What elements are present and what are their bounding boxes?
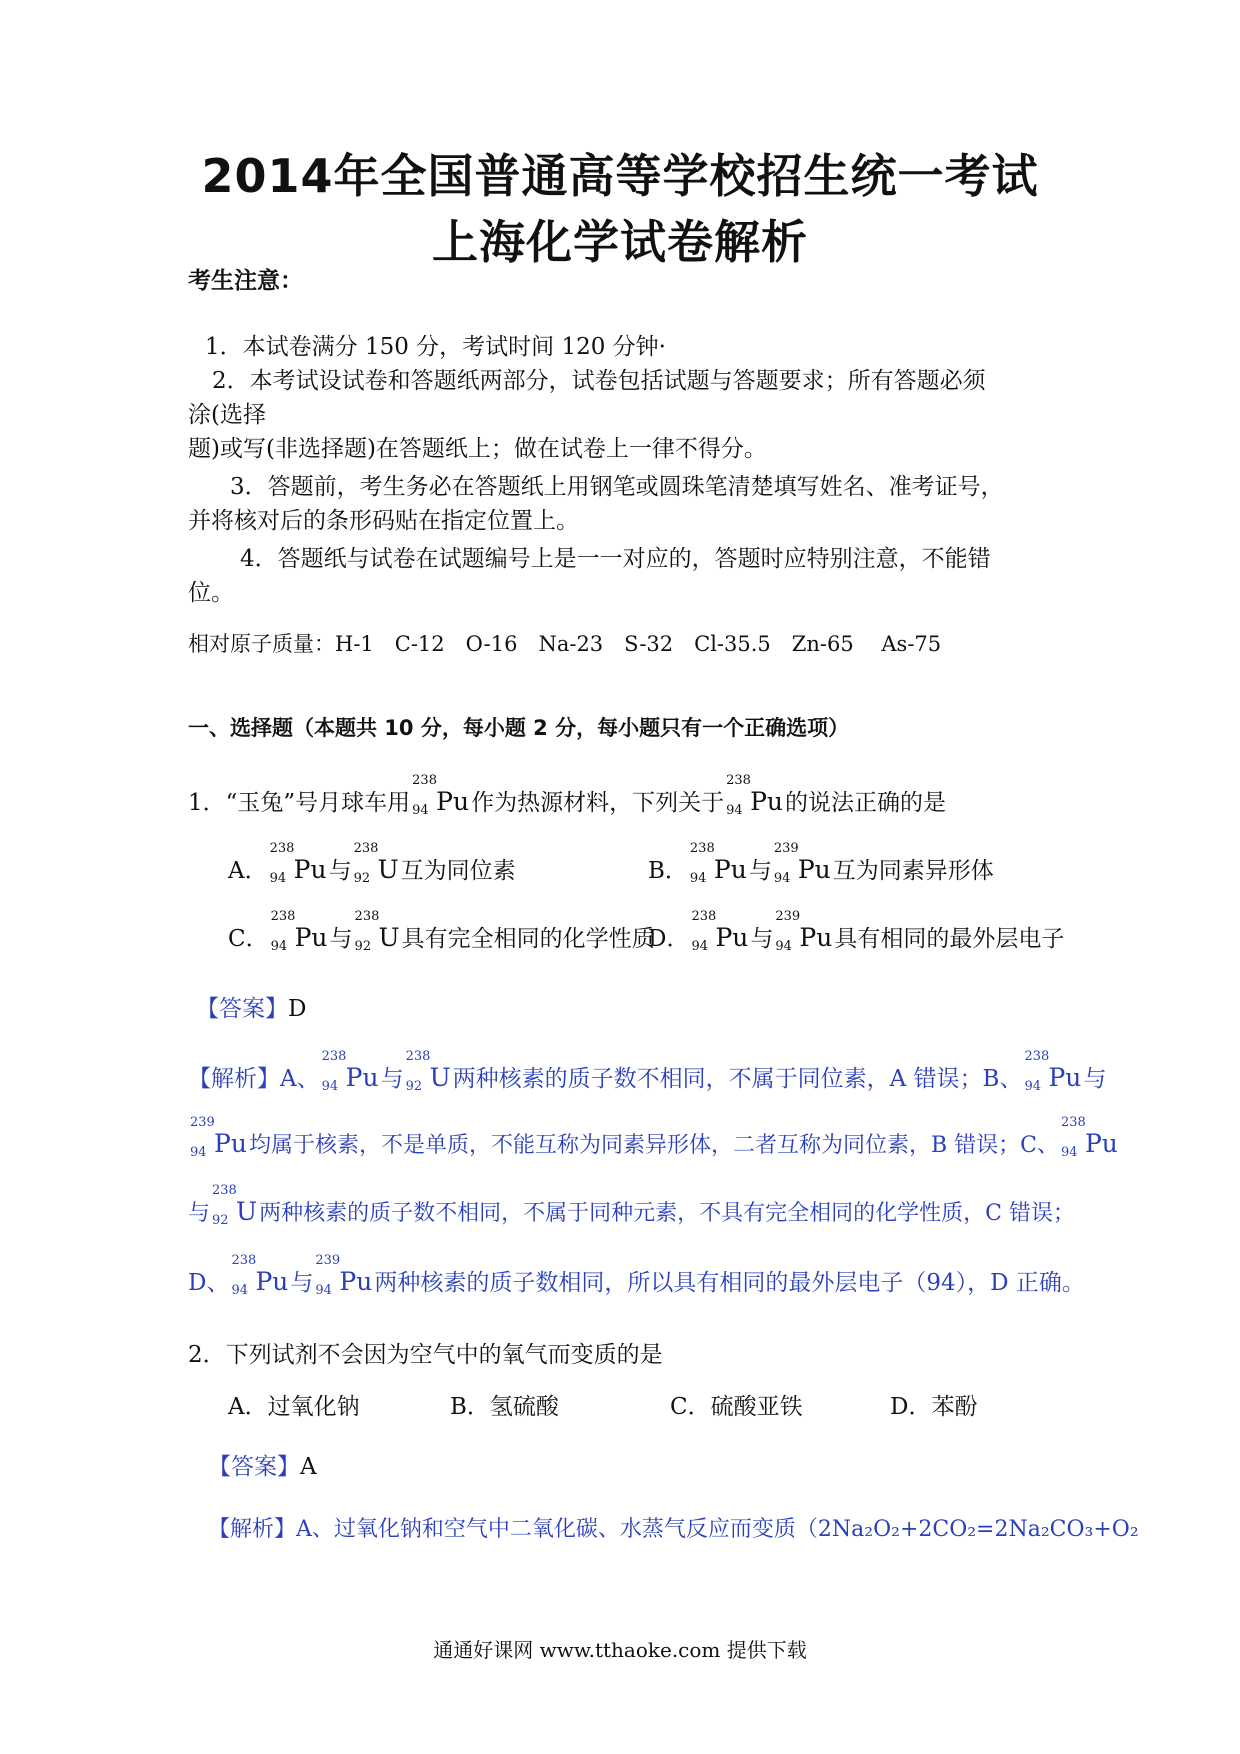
question-2-explanation: 【解析】A、过氧化钠和空气中二氧化碳、水蒸气反应而变质（2Na₂O₂+2CO₂=2Na₂CO₃+O₂: [208, 1517, 1139, 1542]
nuclide-pu238: 238 94 Pu: [691, 909, 749, 954]
nuclide-pu238: 238 94 Pu: [231, 1253, 289, 1298]
nuclide-pu238: 238 94 Pu: [269, 841, 327, 886]
nuclide-pu238: 238 94 Pu: [270, 909, 328, 954]
notice-item-2a: 2．本考试设试卷和答题纸两部分，试卷包括试题与答题要求；所有答题必须: [212, 368, 986, 394]
question-2-option-b: B．氢硫酸: [450, 1394, 559, 1420]
nuclide-pu239: 239 94 Pu: [773, 841, 831, 886]
title-line-1: 2014年全国普通高等学校招生统一考试: [201, 149, 1039, 203]
question-1-option-b: B． 238 94 Pu与 239 94 Pu互为同素异形体: [648, 841, 994, 886]
question-1-stem: 1．“玉兔”号月球车用 238 94 Pu作为热源材料，下列关于 238 94 Pu的说法正确的是: [188, 773, 947, 818]
notice-item-2b: 涂(选择: [188, 402, 266, 428]
nuclide-u238: 238 92 U: [212, 1183, 258, 1228]
notice-item-1: 1．本试卷满分 150 分，考试时间 120 分钟·: [205, 334, 666, 360]
notice-item-4a: 4．答题纸与试卷在试题编号上是一一对应的，答题时应特别注意，不能错: [240, 546, 991, 572]
nuclide-u238: 238 92 U: [353, 841, 399, 886]
section-1-heading: 一、选择题（本题共 10 分，每小题 2 分，每小题只有一个正确选项）: [188, 716, 850, 740]
nuclide-pu238: 238 94 Pu: [321, 1049, 379, 1094]
nuclide-pu239: 239 94 Pu: [190, 1115, 247, 1160]
question-2-answer: 【答案】A: [208, 1454, 317, 1480]
nuclide-pu238: 238 94 Pu: [1060, 1115, 1118, 1160]
question-2-option-c: C．硫酸亚铁: [670, 1394, 803, 1420]
notice-item-2c: 题)或写(非选择题)在答题纸上；做在试卷上一律不得分。: [188, 436, 767, 462]
question-2-stem: 2．下列试剂不会因为空气中的氧气而变质的是: [188, 1342, 663, 1368]
question-1-explanation-line-2: 239 94 Pu均属于核素，不是单质，不能互称为同素异形体，二者互称为同位素，B 错误；C、 238 94 Pu: [190, 1115, 1118, 1160]
page-footer: 通通好课网 www.tthaoke.com 提供下载: [433, 1638, 807, 1662]
question-2-option-a: A．过氧化钠: [228, 1394, 360, 1420]
notice-item-3b: 并将核对后的条形码贴在指定位置上。: [188, 508, 579, 534]
question-1-explanation-line-1: 【解析】A、 238 94 Pu与 238 92 U两种核素的质子数不相同，不属于同位素，A 错误；B、 238 94 Pu与: [188, 1049, 1107, 1094]
nuclide-u238: 238 92 U: [405, 1049, 451, 1094]
notice-item-4b: 位。: [188, 580, 234, 606]
nuclide-u238: 238 92 U: [354, 909, 400, 954]
notice-item-3a: 3．答题前，考生务必在答题纸上用钢笔或圆珠笔清楚填写姓名、准考证号，: [230, 474, 1004, 500]
question-1-answer: 【答案】D: [196, 996, 307, 1022]
question-1-explanation-line-4: D、 238 94 Pu与 239 94 Pu两种核素的质子数相同，所以具有相同的最外层电子（94），D 正确。: [188, 1253, 1085, 1298]
nuclide-pu239: 239 94 Pu: [775, 909, 833, 954]
question-1-option-c: C． 238 94 Pu与 238 92 U具有完全相同的化学性质: [228, 909, 655, 954]
nuclide-pu238: 238 94 Pu: [1024, 1049, 1082, 1094]
question-1-option-a: A． 238 94 Pu与 238 92 U互为同位素: [228, 841, 516, 886]
atomic-mass-line: 相对原子质量：H-1 C-12 O-16 Na-23 S-32 Cl-35.5 Zn-65 As-75: [188, 632, 942, 656]
notice-heading: 考生注意：: [188, 268, 303, 294]
question-1-explanation-line-3: 与 238 92 U两种核素的质子数不相同，不属于同种元素，不具有完全相同的化学性质，C 错误；: [188, 1183, 1075, 1228]
title-line-2: 上海化学试卷解析: [432, 215, 808, 269]
nuclide-pu238: 238 94 Pu: [689, 841, 747, 886]
question-1-option-d: D． 238 94 Pu与 239 94 Pu具有相同的最外层电子: [648, 909, 1065, 954]
nuclide-pu239: 239 94 Pu: [315, 1253, 373, 1298]
nuclide-pu238: 238 94 Pu: [726, 773, 784, 818]
question-2-option-d: D．苯酚: [890, 1394, 978, 1420]
nuclide-pu238: 238 94 Pu: [412, 773, 470, 818]
